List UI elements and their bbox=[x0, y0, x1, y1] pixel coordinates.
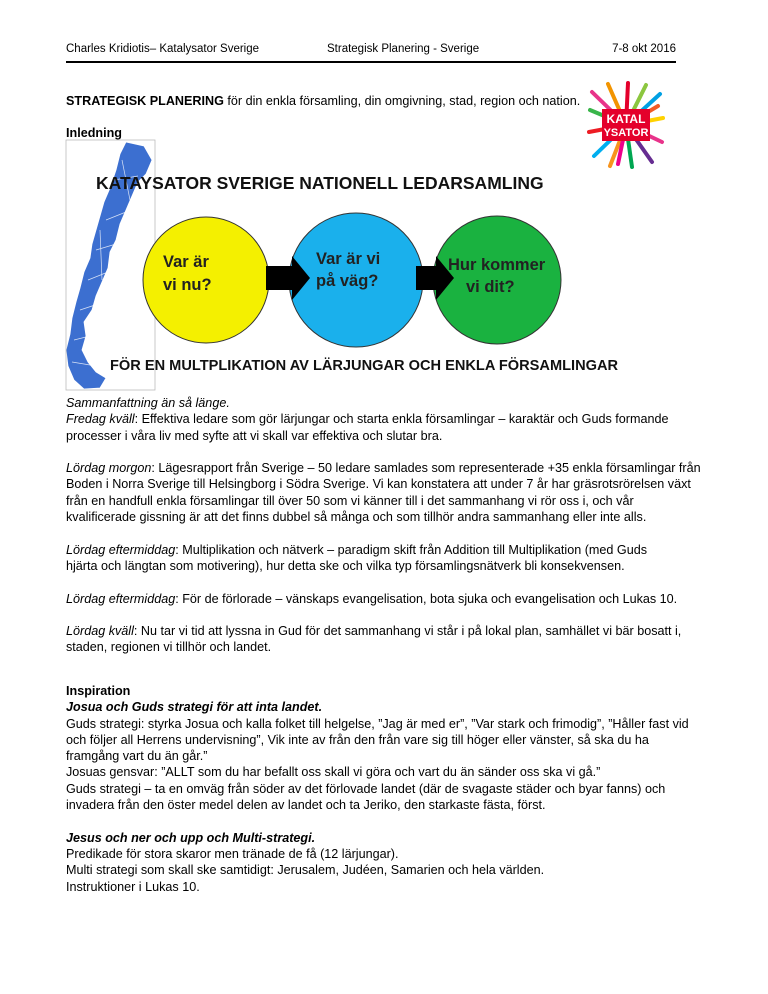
katalysator-logo bbox=[588, 82, 664, 168]
section-inledning: Inledning bbox=[66, 126, 122, 140]
circle3-line1: Hur kommer bbox=[448, 256, 546, 274]
intro-bold: STRATEGISK PLANERING bbox=[66, 94, 224, 108]
summary-saturday-afternoon-1: Lördag eftermiddag: Multiplikation och nätverk – paradigm skift från Addition till Multiplikation (med Guds hjärta och längtan som motivering), hur detta ske och vilka typ församlingsnätverk bli konsekvensen. bbox=[66, 542, 647, 573]
circle1-line1: Var är bbox=[163, 253, 209, 271]
circle2-line2: på väg? bbox=[316, 272, 379, 290]
intro-rest: för din enkla församling, din omgivning, stad, region och nation. bbox=[223, 94, 581, 108]
summary-saturday-morning: Lördag morgon: Lägesrapport från Sverige – 50 ledare samlades som representerade +35 enkla församlingar från Boden i Norra Sverige till Helsingborg i Södra Sverige. Vi kan konstatera att under 7 år har gräsrotsrörelsen växt från en handfull enkla församlingar till över 50 som vi känner till i det sammanhang vi rör oss i, och vår kvalificerade gissning är att det finns dubbel så många och som tillhör andra sammanhang eller inte alls. bbox=[66, 461, 701, 525]
summary-section bbox=[66, 395, 706, 656]
header-date: 7-8 okt 2016 bbox=[612, 43, 676, 55]
summary-saturday-afternoon-2: Lördag eftermiddag: För de förlorade – vänskaps evangelisation, bota sjuka och evangelisation och Lukas 10. bbox=[66, 591, 678, 606]
circle3-line2: vi dit? bbox=[466, 278, 515, 296]
circle1-line2: vi nu? bbox=[163, 276, 212, 294]
summary-saturday-evening: Lördag kväll: Nu tar vi tid att lyssna in Gud för det sammanhang vi står i på lokal plan, samhället vi bär bosatt i, staden, regionen vi tillhör och landet. bbox=[66, 624, 682, 655]
circle2-line1: Var är vi bbox=[316, 250, 381, 268]
logo-text-1: KATAL bbox=[606, 112, 646, 126]
figure-caption: FÖR EN MULTPLIKATION AV LÄRJUNGAR OCH ENKLA FÖRSAMLINGAR bbox=[110, 358, 619, 374]
ledarsamling-figure bbox=[66, 140, 619, 390]
jesus-title: Jesus och ner och upp och Multi-strategi. bbox=[66, 830, 316, 845]
summary-friday: Fredag kväll: Effektiva ledare som gör lärjungar och starta enkla församlingar – karaktär och Guds formande processer i våra liv med syfte att vi skall var effektiva och slutar bra. bbox=[66, 412, 669, 443]
logo-text-2: YSATOR bbox=[603, 127, 649, 139]
inspiration-section bbox=[66, 683, 706, 895]
header-author: Charles Kridiotis– Katalysator Sverige bbox=[66, 43, 260, 55]
josua-text: Guds strategi: styrka Josua och kalla folket till helgelse, ”Jag är med er”, ”Var stark och frimodig”, ”Håller fast vid och följer all Herrens undervisning”, Vik inte av från den från vare sig till höger eller vänster, så ska du ha framgång vart du än går.” Josuas gensvar: ”ALLT som du har befallt oss skall vi göra och vart du än sänder oss ska vi gå.” Guds strategi – ta en omväg från söder av det förlovade landet (där de svagaste städer och byar fanns) och invadera från den öster medel delen av landet och ta Jeriko, den starkaste fästa, först. bbox=[66, 716, 689, 813]
josua-title: Josua och Guds strategi för att inta landet. bbox=[66, 700, 323, 715]
page-header bbox=[66, 43, 676, 61]
summary-title: Sammanfattning än så länge. bbox=[66, 396, 230, 410]
inspiration-title: Inspiration bbox=[66, 684, 131, 698]
header-title: Strategisk Planering - Sverige bbox=[327, 43, 480, 55]
jesus-text: Predikade för stora skaror men tränade de få (12 lärjungar). Multi strategi som skall ske samtidigt: Jerusalem, Judéen, Samarien och hela världen. Instruktioner i Lukas 10. bbox=[66, 846, 545, 894]
figure-title: KATAYSATOR SVERIGE NATIONELL LEDARSAMLING bbox=[96, 173, 544, 193]
header-divider bbox=[66, 61, 676, 63]
